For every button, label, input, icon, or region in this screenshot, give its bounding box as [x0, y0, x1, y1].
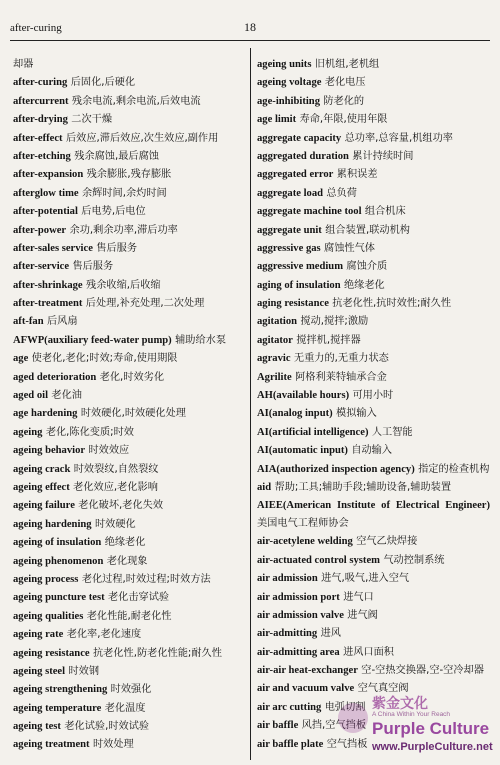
entry-definition: 空-空热交换器,空-空冷却器	[361, 665, 484, 677]
dictionary-entry	[13, 332, 245, 350]
watermark-chinese: 紫金文化	[372, 696, 428, 712]
entry-term: aggressive gas	[257, 242, 321, 254]
entry-term: ageing test	[13, 721, 61, 733]
entry-definition: 腐蚀介质	[346, 261, 388, 273]
entry-definition: 旧机组,老机组	[314, 59, 380, 70]
dictionary-entry	[13, 130, 245, 148]
entry-definition: 时效裂纹,自然裂纹	[73, 463, 159, 475]
entry-term: ageing voltage	[257, 77, 322, 89]
entry-definition: 残余电流,剩余电流,后效电流	[71, 95, 201, 107]
entry-term: age limit	[257, 114, 297, 126]
entry-definition: 时效处理	[92, 739, 134, 751]
entry-definition: 进气口	[343, 591, 374, 603]
entry-term: AFWP(auxiliary feed-water pump)	[13, 334, 172, 346]
entry-definition: 气动控制系统	[383, 554, 445, 566]
entry-definition: 老化率,老化速度	[66, 629, 142, 641]
entry-definition: 抗老化性,防老化性能;耐久性	[92, 647, 222, 659]
dictionary-entry	[257, 479, 490, 497]
entry-definition: 绝缘老化	[343, 279, 385, 291]
entry-definition: 老化温度	[104, 702, 146, 714]
entry-term: ageing behavior	[13, 445, 86, 457]
entry-definition: 售后服务	[96, 242, 138, 254]
entry-definition: 风挡,空气挡板	[301, 720, 367, 732]
entry-term: agravic	[257, 353, 291, 365]
entry-term: air admission	[257, 573, 318, 585]
entry-term: air and vacuum valve	[257, 683, 355, 695]
entry-term: ageing hardening	[13, 518, 92, 530]
dictionary-entry	[13, 369, 245, 387]
entry-definition: 时效硬化	[94, 518, 136, 530]
entry-term: aftercurrent	[13, 95, 69, 107]
dictionary-entry	[257, 424, 490, 442]
dictionary-entry	[13, 681, 245, 699]
dictionary-entry	[13, 93, 245, 111]
dictionary-entry	[13, 56, 245, 74]
entry-definition: 累计持续时间	[352, 150, 414, 162]
entry-term: after-sales service	[13, 242, 93, 254]
entry-definition: 人工智能	[371, 426, 413, 438]
entry-term: age	[13, 353, 29, 365]
entry-term: after-power	[13, 224, 67, 236]
dictionary-entry	[257, 589, 490, 607]
dictionary-entry	[257, 148, 490, 166]
entry-definition: 空气真空阀	[357, 683, 409, 695]
entry-term: agitator	[257, 334, 293, 346]
dictionary-entry	[257, 111, 490, 129]
dictionary-entry	[13, 479, 245, 497]
entry-definition: 售后服务	[72, 261, 114, 273]
entry-definition: 后处理,补充处理,二次处理	[85, 298, 205, 310]
entry-definition: 搅动,搅拌;激励	[300, 316, 369, 328]
entry-definition: 无重力的,无重力状态	[293, 353, 389, 365]
entry-definition: 老化电压	[324, 77, 366, 89]
page-header	[10, 22, 490, 38]
entry-term: ageing strengthening	[13, 684, 108, 696]
entry-term: ageing temperature	[13, 702, 102, 714]
dictionary-entry	[13, 74, 245, 92]
entry-definition: 老化效应,老化影响	[73, 481, 158, 493]
dictionary-entry	[257, 350, 490, 368]
entry-term: AI(analog input)	[257, 408, 333, 420]
dictionary-entry	[257, 240, 490, 258]
entry-term: aid	[257, 481, 272, 493]
running-head: after-curing	[10, 22, 62, 34]
dictionary-entry	[13, 700, 245, 718]
watermark-logo-icon	[338, 703, 368, 733]
dictionary-entry	[13, 663, 245, 681]
entry-definition: 老化性能,耐老化性	[86, 610, 172, 622]
entry-definition: 自动输入	[351, 445, 393, 457]
entry-term: after-effect	[13, 132, 63, 144]
entry-definition: 老化击穿试验	[108, 592, 170, 604]
entry-definition: 寿命,年限,使用年限	[299, 114, 388, 126]
entry-definition: 老化现象	[106, 555, 148, 567]
entry-term: ageing failure	[13, 500, 75, 512]
dictionary-entry	[13, 203, 245, 221]
dictionary-entry	[13, 111, 245, 129]
entry-term: aging of insulation	[257, 279, 341, 291]
entry-term: ageing effect	[13, 481, 70, 493]
dictionary-entry	[13, 313, 245, 331]
dictionary-entry	[13, 645, 245, 663]
entry-term: aging resistance	[257, 298, 329, 310]
entry-definition: 残余收缩,后收缩	[86, 279, 161, 291]
dictionary-entry	[13, 185, 245, 203]
entry-definition: 残余膨胀,残存膨胀	[86, 169, 172, 181]
entry-term: aggregate load	[257, 187, 324, 199]
entry-term: aggregated error	[257, 169, 334, 181]
entry-term: aged deterioration	[13, 371, 97, 383]
entry-definition: 空气挡板	[326, 738, 368, 750]
entry-term: ageing phenomenon	[13, 555, 104, 567]
entry-term: ageing units	[257, 59, 312, 70]
watermark-brand: Purple Culture	[372, 719, 490, 738]
entry-definition: 进风	[320, 628, 341, 640]
dictionary-entry	[257, 93, 490, 111]
column-divider	[250, 48, 251, 760]
entry-term: Agrilite	[257, 371, 292, 383]
dictionary-entry	[257, 332, 490, 350]
dictionary-entry	[257, 185, 490, 203]
entry-term: after-treatment	[13, 298, 83, 310]
entry-term: after-service	[13, 261, 70, 273]
entry-definition: 老化,时效劣化	[99, 371, 165, 383]
dictionary-entry	[257, 295, 490, 313]
dictionary-entry	[13, 405, 245, 423]
entry-definition: 组合装置,联动机构	[325, 224, 410, 236]
right-column	[257, 56, 490, 754]
dictionary-entry	[13, 589, 245, 607]
entry-term: AH(available hours)	[257, 390, 350, 402]
dictionary-entry	[257, 258, 490, 276]
entry-definition: 腐蚀性气体	[324, 242, 375, 254]
entry-definition: 老化,陈化变质;时效	[45, 426, 134, 438]
dictionary-entry	[257, 387, 490, 405]
entry-term: ageing process	[13, 573, 79, 585]
dictionary-entry	[13, 718, 245, 736]
entry-definition: 美国电气工程师协会	[257, 517, 349, 529]
dictionary-entry	[13, 424, 245, 442]
entry-definition: 后电势,后电位	[81, 206, 146, 218]
dictionary-entry	[13, 442, 245, 460]
entry-definition: 却器	[13, 59, 34, 70]
dictionary-entry	[257, 625, 490, 643]
dictionary-entry	[13, 222, 245, 240]
entry-definition: 绝缘老化	[104, 537, 146, 549]
entry-definition: 可用小时	[352, 390, 394, 402]
entry-term: air admission port	[257, 591, 340, 603]
header-rule	[10, 40, 490, 41]
dictionary-entry	[257, 644, 490, 662]
entry-term: air admission valve	[257, 609, 344, 621]
dictionary-entry	[13, 553, 245, 571]
entry-definition: 余辉时间,余灼时间	[81, 187, 167, 199]
entry-term: aggregate capacity	[257, 132, 342, 144]
dictionary-entry	[257, 222, 490, 240]
entry-term: aggregate machine tool	[257, 206, 362, 218]
entry-term: afterglow time	[13, 187, 79, 199]
entry-term: ageing qualities	[13, 610, 84, 622]
dictionary-entry	[257, 56, 490, 74]
entry-term: aft-fan	[13, 316, 44, 328]
dictionary-entry	[13, 277, 245, 295]
entry-term: air-acetylene welding	[257, 536, 353, 548]
dictionary-entry	[257, 130, 490, 148]
dictionary-entry	[13, 608, 245, 626]
dictionary-entry	[257, 570, 490, 588]
entry-term: after-expansion	[13, 169, 84, 181]
left-column	[13, 56, 245, 755]
entry-definition: 辅助给水泵	[175, 334, 227, 346]
watermark-tagline: A China Within Your Reach	[372, 711, 451, 718]
dictionary-entry	[257, 369, 490, 387]
watermark-url: www.PurpleCulture.net	[372, 741, 493, 753]
entry-definition: 使老化,老化;时效;寿命,使用期限	[31, 353, 178, 365]
entry-term: age-inhibiting	[257, 95, 320, 107]
entry-term: AI(automatic input)	[257, 445, 348, 457]
dictionary-entry	[257, 405, 490, 423]
entry-definition: 电弧切割	[324, 701, 366, 713]
dictionary-entry	[13, 461, 245, 479]
entry-definition: 空气乙炔焊接	[356, 536, 418, 548]
entry-definition: 时效效应	[88, 445, 130, 457]
entry-term: air baffle plate	[257, 738, 324, 750]
entry-definition: 时效硬化,时效硬化处理	[80, 408, 186, 420]
entry-term: air-admitting	[257, 628, 318, 640]
entry-term: ageing rate	[13, 629, 64, 641]
dictionary-entry	[257, 497, 490, 532]
dictionary-entry	[257, 203, 490, 221]
entry-term: ageing treatment	[13, 739, 90, 751]
entry-definition: 指定的检查机构	[418, 463, 490, 475]
dictionary-entry	[257, 552, 490, 570]
entry-definition: 老化破坏,老化失效	[78, 500, 164, 512]
entry-term: air-admitting area	[257, 646, 340, 658]
entry-term: air arc cutting	[257, 701, 322, 713]
entry-definition: 组合机床	[364, 206, 406, 218]
entry-term: age hardening	[13, 408, 78, 420]
entry-term: air baffle	[257, 720, 299, 732]
entry-term: aggregated duration	[257, 150, 349, 162]
entry-definition: 阿格利莱特轴承合金	[295, 371, 387, 383]
dictionary-entry	[257, 313, 490, 331]
entry-term: after-potential	[13, 206, 78, 218]
dictionary-entry	[13, 571, 245, 589]
entry-term: AIEE(American Institute of Electrical Engineer)	[257, 500, 490, 512]
entry-term: ageing steel	[13, 665, 66, 677]
dictionary-entry	[257, 662, 490, 680]
entry-definition: 帮助;工具;辅助手段;辅助设备,辅助装置	[274, 481, 452, 493]
dictionary-entry	[257, 607, 490, 625]
entry-term: agitation	[257, 316, 298, 328]
entry-definition: 搅拌机,搅拌器	[296, 334, 361, 346]
dictionary-entry	[13, 534, 245, 552]
dictionary-entry	[13, 350, 245, 368]
entry-definition: 二次干燥	[71, 114, 113, 126]
dictionary-entry	[13, 387, 245, 405]
entry-definition: 累积误差	[336, 169, 378, 181]
dictionary-entry	[13, 295, 245, 313]
dictionary-entry	[257, 74, 490, 92]
entry-definition: 余功,剩余功率,滞后功率	[69, 224, 178, 236]
page-number: 18	[244, 20, 256, 34]
dictionary-entry	[13, 626, 245, 644]
entry-definition: 老化油	[51, 390, 82, 402]
entry-definition: 老化试验,时效试验	[64, 721, 150, 733]
entry-term: aged oil	[13, 390, 49, 402]
dictionary-entry	[257, 277, 490, 295]
entry-definition: 总负荷	[326, 187, 357, 199]
entry-definition: 进气,吸气,进入空气	[321, 573, 410, 585]
entry-term: ageing	[13, 426, 43, 438]
entry-definition: 进气阀	[347, 609, 378, 621]
entry-definition: 进风口面积	[343, 646, 394, 658]
dictionary-entry	[257, 442, 490, 460]
entry-term: after-drying	[13, 114, 68, 126]
entry-definition: 老化过程,时效过程;时效方法	[81, 573, 211, 585]
entry-term: after-curing	[13, 77, 68, 89]
entry-definition: 时效强化	[110, 684, 152, 696]
entry-term: AI(artificial intelligence)	[257, 426, 369, 438]
dictionary-entry	[257, 533, 490, 551]
entry-definition: 后效应,滞后效应,次生效应,副作用	[65, 132, 219, 144]
entry-definition: 防老化的	[323, 95, 365, 107]
entry-definition: 总功率,总容量,机组功率	[344, 132, 453, 144]
dictionary-entry	[13, 148, 245, 166]
entry-term: ageing puncture test	[13, 592, 105, 604]
entry-term: after-shrinkage	[13, 279, 83, 291]
dictionary-entry	[13, 240, 245, 258]
dictionary-entry	[13, 516, 245, 534]
entry-term: after-etching	[13, 150, 71, 162]
dictionary-entry	[13, 497, 245, 515]
dictionary-entry	[13, 736, 245, 754]
entry-definition: 抗老化性,抗时效性;耐久性	[332, 298, 452, 310]
entry-definition: 残余腐蚀,最后腐蚀	[74, 150, 159, 162]
entry-term: aggressive medium	[257, 261, 344, 273]
entry-term: ageing of insulation	[13, 537, 102, 549]
dictionary-entry	[257, 461, 490, 479]
watermark	[338, 693, 496, 759]
entry-term: ageing crack	[13, 463, 71, 475]
dictionary-entry	[13, 258, 245, 276]
dictionary-entry	[257, 166, 490, 184]
entry-definition: 后风扇	[46, 316, 78, 328]
entry-definition: 模拟输入	[336, 408, 377, 420]
dictionary-entry	[13, 166, 245, 184]
entry-term: air-actuated control system	[257, 554, 380, 566]
entry-term: AIA(authorized inspection agency)	[257, 463, 415, 475]
entry-term: aggregate unit	[257, 224, 322, 236]
entry-term: air-air heat-exchanger	[257, 665, 358, 677]
entry-term: ageing resistance	[13, 647, 90, 659]
entry-definition: 时效钢	[68, 665, 100, 677]
entry-definition: 后固化,后硬化	[70, 77, 136, 89]
